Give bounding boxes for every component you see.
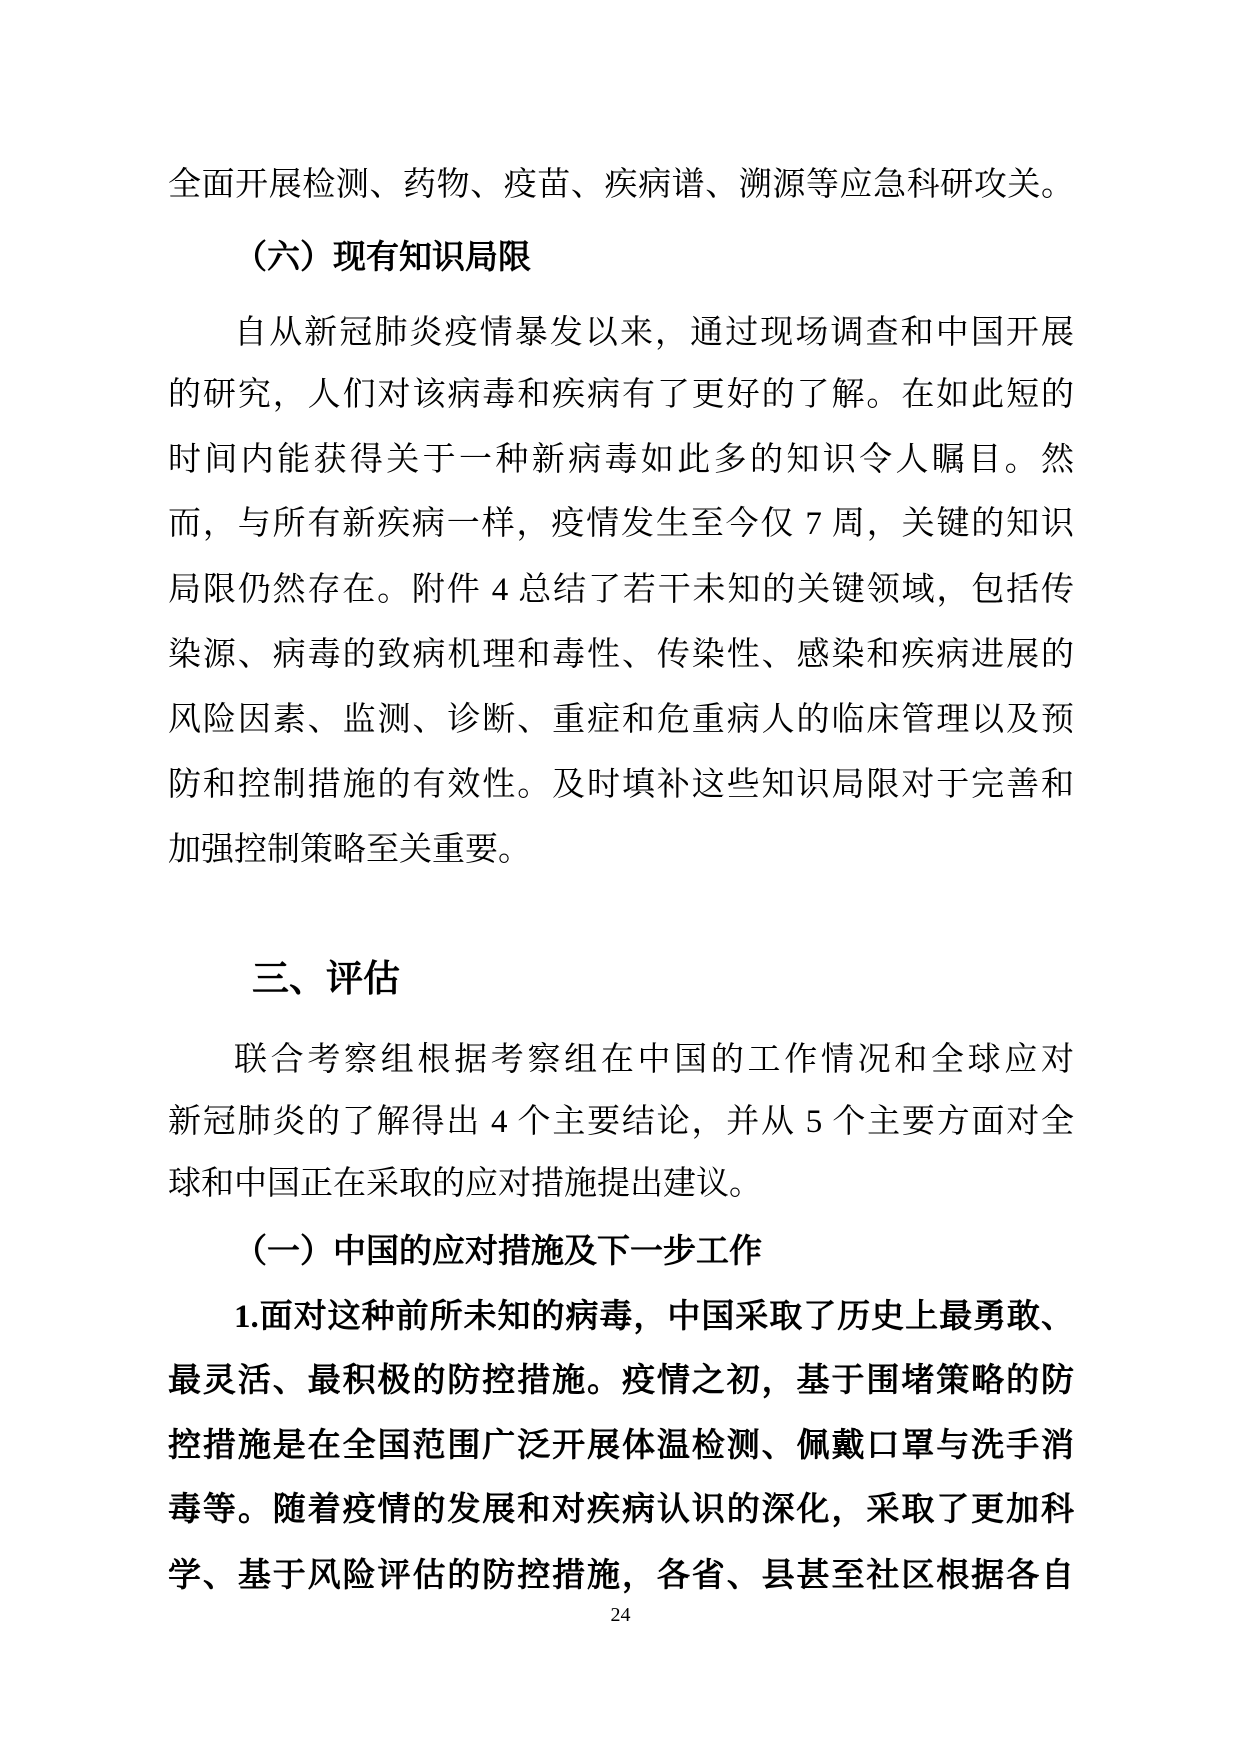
body-line: 控措施是在全国范围广泛开展体温检测、佩戴口罩与洗手消 bbox=[168, 1428, 1074, 1464]
body-line: 风险因素、监测、诊断、重症和危重病人的临床管理以及预 bbox=[168, 702, 1074, 738]
heading-section-6: （六）现有知识局限 bbox=[234, 240, 531, 276]
page-number: 24 bbox=[610, 1604, 631, 1626]
body-line: 染源、病毒的致病机理和毒性、传染性、感染和疾病进展的 bbox=[168, 637, 1074, 673]
body-line: 的研究，人们对该病毒和疾病有了更好的了解。在如此短的 bbox=[168, 377, 1074, 413]
body-line: 防和控制措施的有效性。及时填补这些知识局限对于完善和 bbox=[168, 767, 1074, 803]
body-line: 1.面对这种前所未知的病毒，中国采取了历史上最勇敢、 bbox=[234, 1299, 1074, 1335]
heading-subsection-1: （一）中国的应对措施及下一步工作 bbox=[234, 1234, 762, 1270]
body-line: 毒等。随着疫情的发展和对疾病认识的深化，采取了更加科 bbox=[168, 1492, 1074, 1528]
body-line: 时间内能获得关于一种新病毒如此多的知识令人瞩目。然 bbox=[168, 442, 1074, 478]
paragraph-tail-line: 全面开展检测、药物、疫苗、疾病谱、溯源等应急科研攻关。 bbox=[168, 167, 1074, 203]
body-line: 球和中国正在采取的应对措施提出建议。 bbox=[168, 1166, 762, 1202]
body-line: 局限仍然存在。附件 4 总结了若干未知的关键领域，包括传 bbox=[168, 572, 1074, 608]
heading-assessment: 三、评估 bbox=[252, 958, 400, 999]
body-line: 新冠肺炎的了解得出 4 个主要结论，并从 5 个主要方面对全 bbox=[168, 1104, 1074, 1140]
body-line: 学、基于风险评估的防控措施，各省、县甚至社区根据各自 bbox=[168, 1558, 1074, 1594]
body-line: 而，与所有新疾病一样，疫情发生至今仅 7 周，关键的知识 bbox=[168, 506, 1074, 542]
body-line: 自从新冠肺炎疫情暴发以来，通过现场调查和中国开展 bbox=[234, 315, 1074, 351]
body-line: 联合考察组根据考察组在中国的工作情况和全球应对 bbox=[234, 1042, 1074, 1078]
body-line: 最灵活、最积极的防控措施。疫情之初，基于围堵策略的防 bbox=[168, 1363, 1074, 1399]
body-line: 加强控制策略至关重要。 bbox=[168, 832, 531, 868]
